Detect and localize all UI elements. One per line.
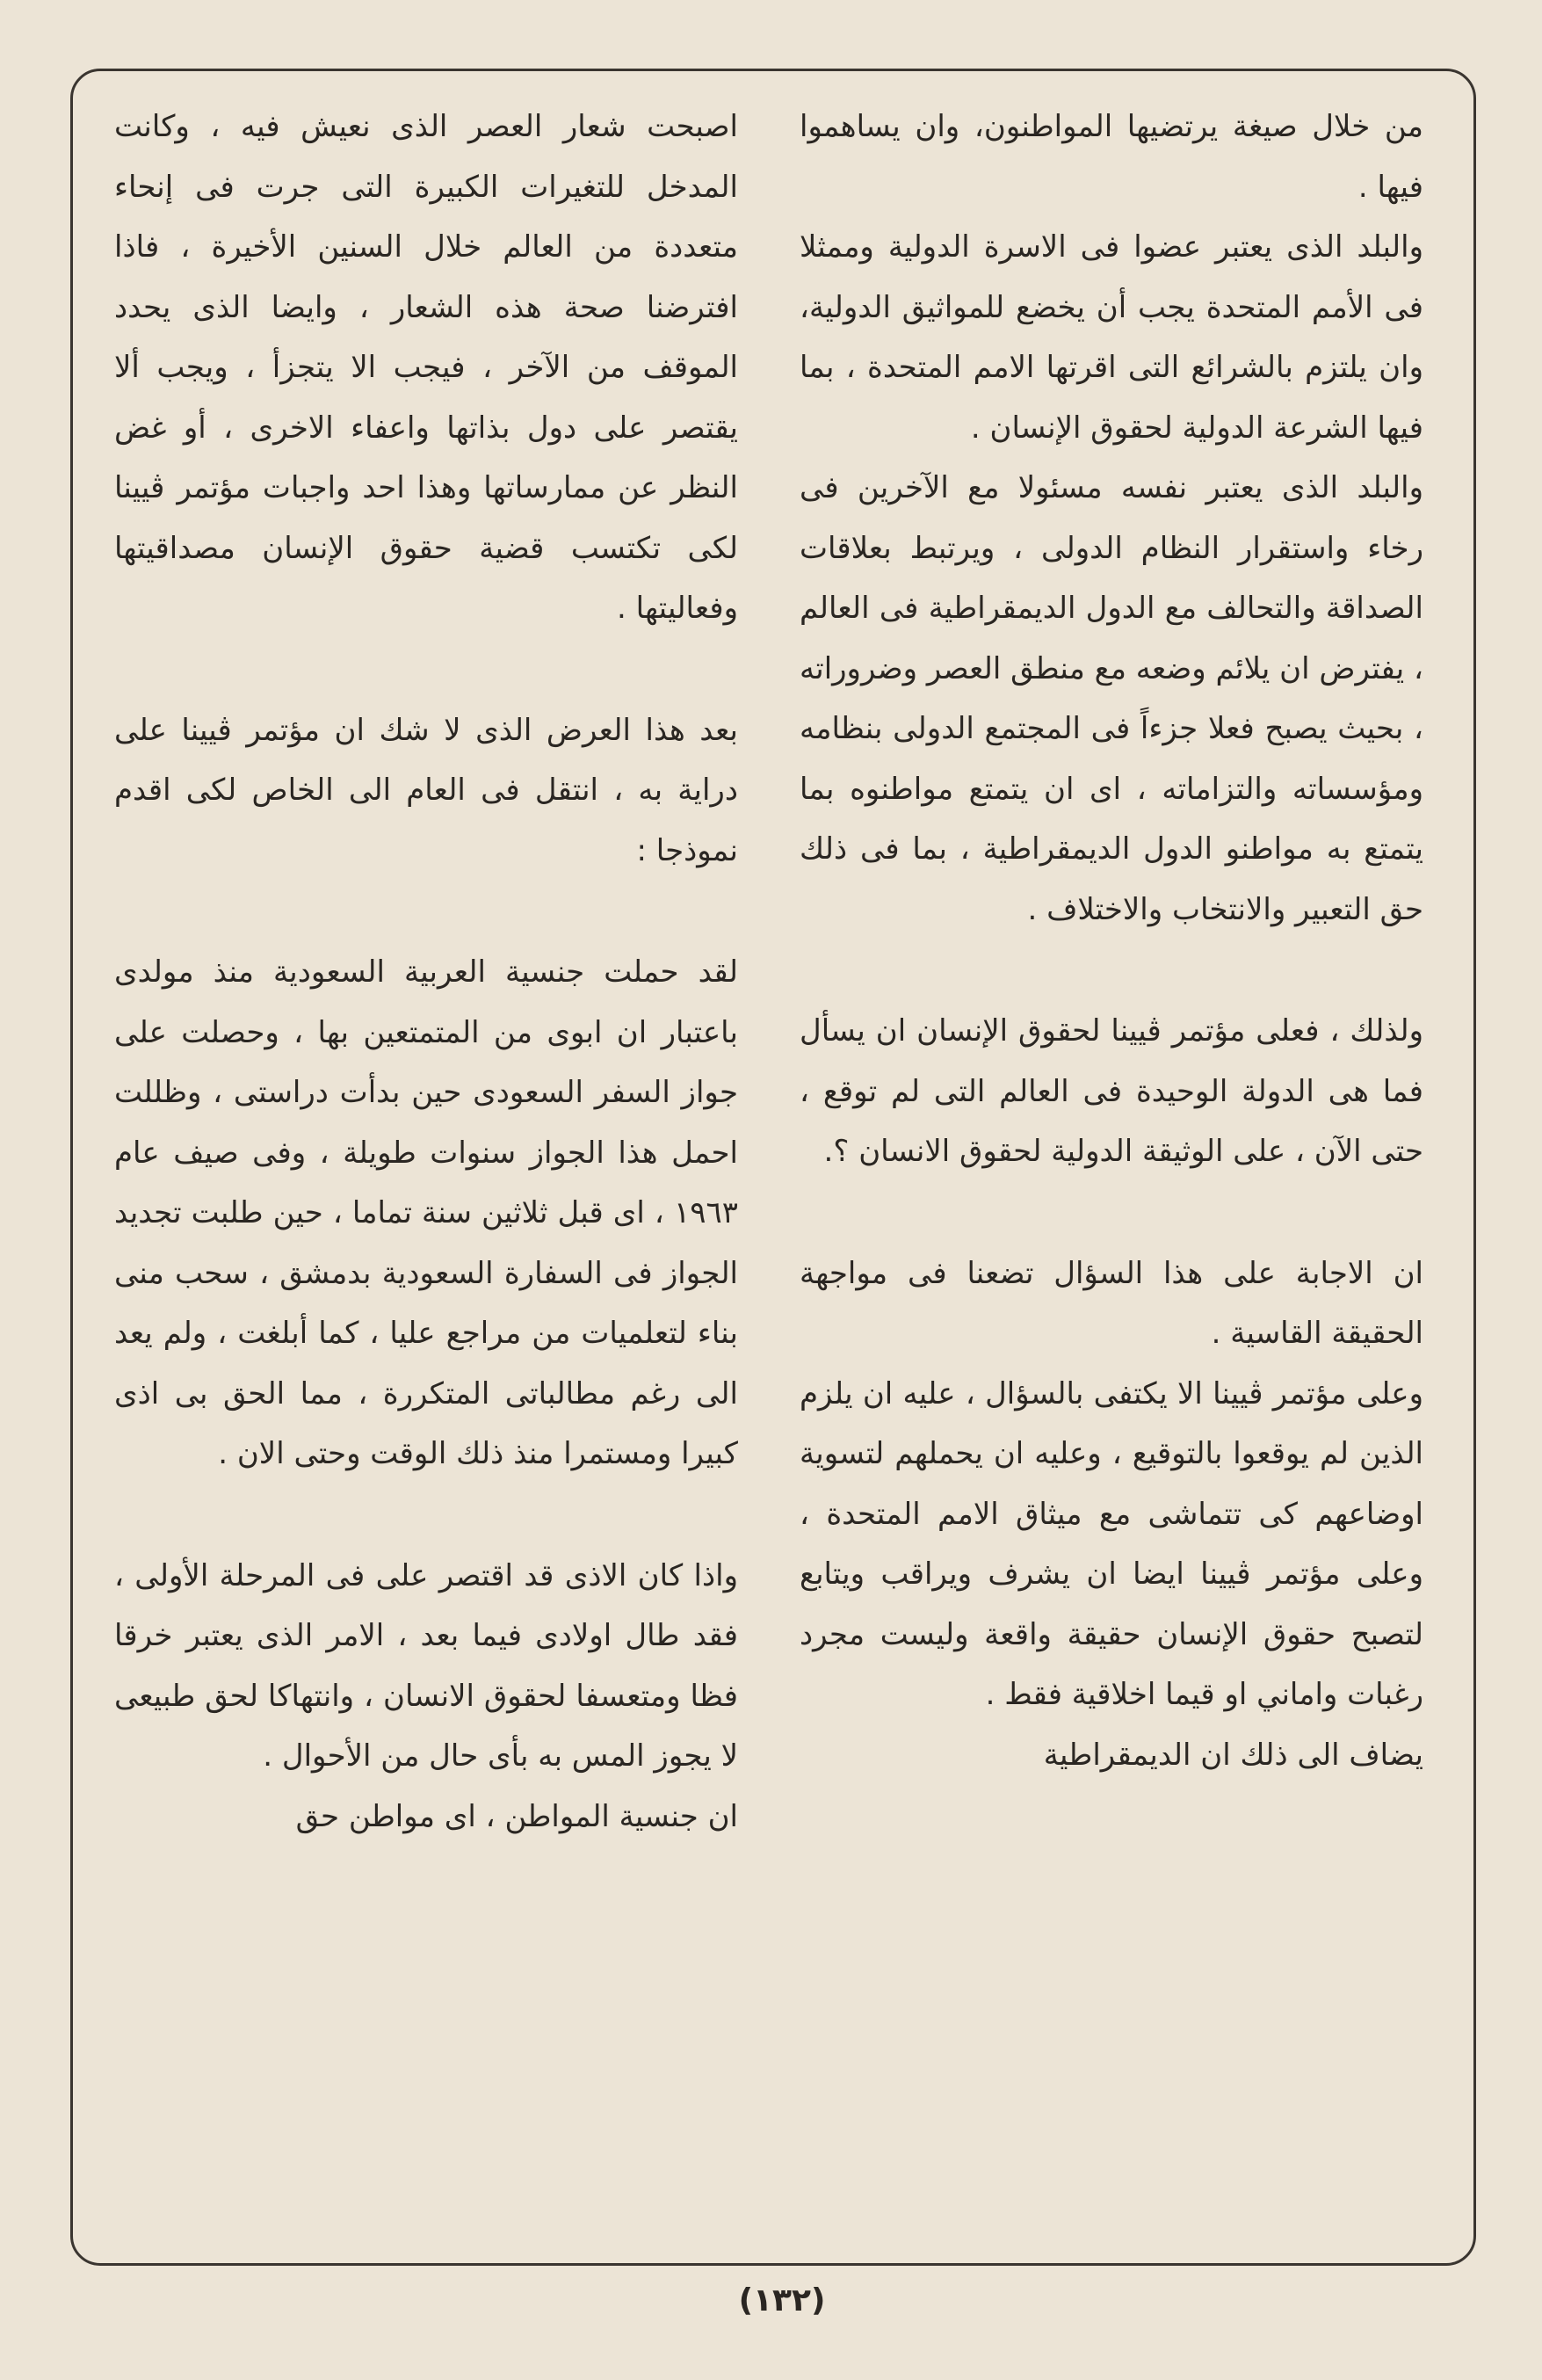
paragraph: والبلد الذى يعتبر عضوا فى الاسرة الدولية وممثلا فى الأمم المتحدة يجب أن يخضع للمواثيق الدولية، وان يلتزم بالشرائع التى اقرتها الامم المتحدة ، بما فيها الشرعة الدولية لحقوق الإنسان . bbox=[800, 229, 1423, 446]
left-column bbox=[114, 97, 738, 1847]
paragraph: ان جنسية المواطن ، اى مواطن حق bbox=[295, 1798, 738, 1834]
page-number: (١٣٢) bbox=[738, 2282, 826, 2318]
paragraph: ولذلك ، فعلى مؤتمر ڤيينا لحقوق الإنسان ان يسأل فما هى الدولة الوحيدة فى العالم التى لم توقع ، حتى الآن ، على الوثيقة الدولية لحقوق الانسان ؟. bbox=[800, 1013, 1423, 1169]
paragraph: وعلى مؤتمر ڤيينا الا يكتفى بالسؤال ، عليه ان يلزم الذين لم يوقعوا بالتوقيع ، وعليه ان يحملهم لتسوية اوضاعهم كى تتماشى مع ميثاق الامم المتحدة ، وعلى مؤتمر ڤيينا ايضا ان يشرف ويراقب ويتابع لتصبح حقوق الإنسان حقيقة واقعة وليست مجرد رغبات واماني او قيما اخلاقية فقط . bbox=[800, 1375, 1423, 1712]
paragraph: ان الاجابة على هذا السؤال تضعنا فى مواجهة الحقيقة القاسية . bbox=[800, 1255, 1423, 1351]
paragraph: يضاف الى ذلك ان الديمقراطية bbox=[1043, 1737, 1423, 1773]
paragraph: لقد حملت جنسية العربية السعودية منذ مولدى باعتبار ان ابوى من المتمتعين بها ، وحصلت على جواز السفر السعودى حين بدأت دراستى ، وظللت احمل هذا الجواز سنوات طويلة ، وفى صيف عام ١٩٦٣ ، اى قبل ثلاثين سنة تماما ، حين طلبت تجديد الجواز فى السفارة السعودية بدمشق ، سحب منى بناء لتعلميات من مراجع عليا ، كما أبلغت ، ولم يعد الى رغم مطالباتى المتكررة ، مما الحق بى اذى كبيرا ومستمرا منذ ذلك الوقت وحتى الان . bbox=[114, 954, 738, 1471]
paragraph: اصبحت شعار العصر الذى نعيش فيه ، وكانت المدخل للتغيرات الكبيرة التى جرت فى إنحاء متعددة من العالم خلال السنين الأخيرة ، فاذا افترضنا صحة هذه الشعار ، وايضا الذى يحدد الموقف من الآخر ، فيجب الا يتجزأ ، ويجب ألا يقتصر على دول بذاتها واعفاء الاخرى ، أو غض النظر عن ممارساتها وهذا احد واجبات مؤتمر ڤيينا لكى تكتسب قضية حقوق الإنسان مصداقيتها وفعاليتها . bbox=[114, 109, 738, 626]
paragraph: من خلال صيغة يرتضيها المواطنون، وان يساهموا فيها . bbox=[800, 109, 1423, 205]
paragraph: واذا كان الاذى قد اقتصر على فى المرحلة الأولى ، فقد طال اولادى فيما بعد ، الامر الذى يعتبر خرقا فظا ومتعسفا لحقوق الانسان ، وانتهاكا لحق طبيعى لا يجوز المس به بأى حال من الأحوال . bbox=[114, 1557, 738, 1774]
paragraph: بعد هذا العرض الذى لا شك ان مؤتمر ڤيينا على دراية به ، انتقل فى العام الى الخاص لكى اقدم نموذجا : bbox=[114, 712, 738, 868]
paragraph: والبلد الذى يعتبر نفسه مسئولا مع الآخرين فى رخاء واستقرار النظام الدولى ، ويرتبط بعلاقات الصداقة والتحالف مع الدول الديمقراطية فى العالم ، يفترض ان يلائم وضعه مع منطق العصر وضروراته ، بحيث يصبح فعلا جزءاً فى المجتمع الدولى بنظامه ومؤسساته والتزاماته ، اى ان يتمتع مواطنوه بما يتمتع به مواطنو الدول الديمقراطية ، بما فى ذلك حق التعبير والانتخاب والاختلاف . bbox=[800, 470, 1423, 927]
right-column bbox=[800, 97, 1423, 1785]
